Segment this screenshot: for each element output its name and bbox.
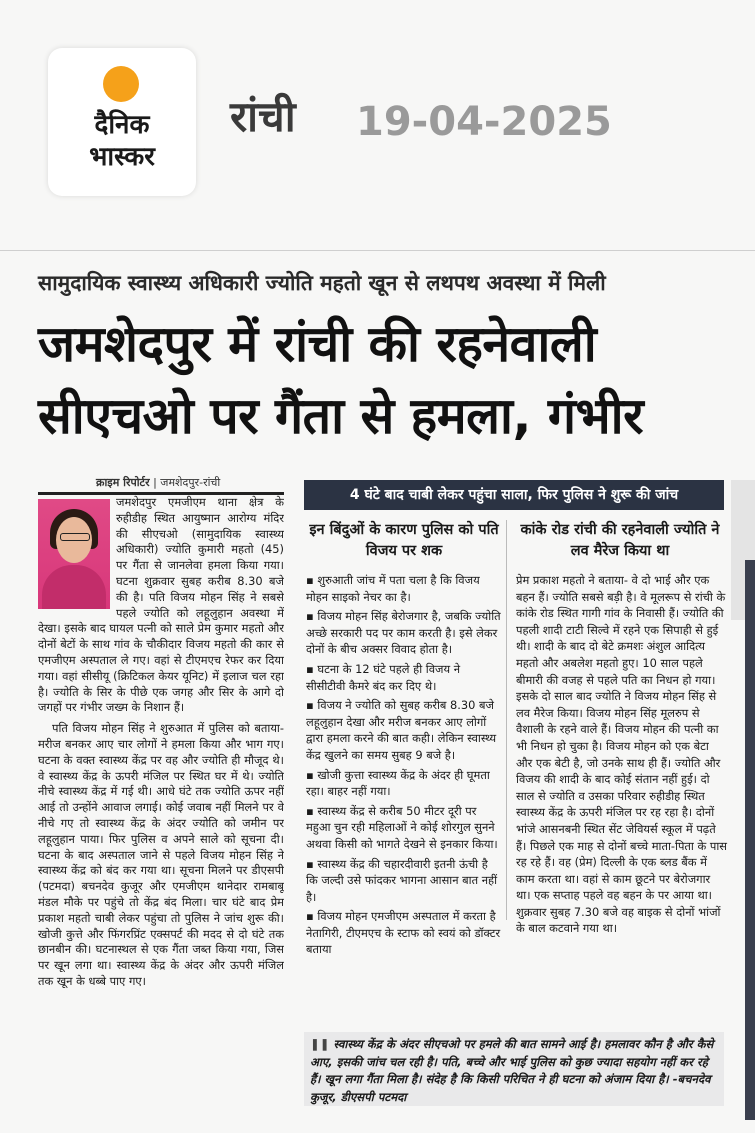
dainik-bhaskar-logo: [48, 48, 196, 196]
header-divider: [0, 250, 755, 251]
middle-point: ▪ विजय ने ज्योति को सुबह करीब 8.30 बजे लहूलुहान देखा और मरीज बनकर आए लोगों द्वारा हमला करने की बात कही। लेकिन स्वास्थ्य केंद्र खुलने का समय सुबह 9 बजे है।: [306, 698, 497, 762]
subhead-banner: 4 घंटे बाद चाबी लेकर पहुंचा साला, फिर पुलिस ने शुरू की जांच: [304, 480, 724, 510]
middle-point: ▪ शुरुआती जांच में पता चला है कि विजय मोहन साइको नेचर का है।: [306, 573, 480, 604]
right-heading: कांके रोड रांची की रहनेवाली ज्योति ने लव मैरेज किया था: [520, 522, 720, 559]
left-paragraph-2: पति विजय मोहन सिंह ने शुरुआत में पुलिस को बताया- मरीज बनकर आए चार लोगों ने हमला किया और भाग गए। घटना के वक्त स्वास्थ्य केंद्र पर वह और ज्योति ही मौजूद थे। वे स्वास्थ्य केंद्र के ऊपरी मंजिल पर स्थित घर में थे। ज्योति नीचे स्वास्थ्य केंद्र में गई थी। आधे घंटे तक ज्योति ऊपर नहीं आई तो उन्होंने आवाज लगाई। कोई जवाब नहीं मिलने पर वे नीचे गए तो स्वास्थ्य केंद्र के अंदर ज्योति को जमीन पर लहूलुहान पाया। फिर पुलिस व अपने साले को सूचना दी। घटना के बाद अस्पताल जाने से पहले विजय मोहन सिंह ने स्वास्थ्य केंद्र को बंद कर गया था। सूचना मिलने पर डीएसपी (पटमदा) बचनदेव कुजूर और एमजीएम थानेदार रामबाबू मंडल मौके पर पहुंचे तो केंद्र बंद मिला। चार घंटे बाद प्रेम प्रकाश महतो चाबी लेकर पहुंचा तो पुलिस ने जांच शुरू की। खोजी कुत्ते और फिंगरप्रिंट एक्सपर्ट की मदद से दो घंटे तक छानबीन की। घटनास्थल से एक गैंता जब्त किया गया, जिस पर खून लगा था। स्वास्थ्य केंद्र के अंदर और ऊपरी मंजिल तक खून के धब्बे पाए गए।: [38, 721, 284, 988]
sun-icon: [103, 66, 139, 102]
left-paragraph-1: [38, 495, 284, 716]
edition-city: रांची: [230, 92, 296, 141]
article-kicker: सामुदायिक स्वास्थ्य अधिकारी ज्योति महतो खून से लथपथ अवस्था में मिली: [38, 271, 606, 295]
middle-point: ▪ स्वास्थ्य केंद्र से करीब 50 मीटर दूरी पर महुआ चुन रही महिलाओं ने कोई शोरगुल सुनने अथवा किसी को भागते देखने से इनकार किया।: [306, 803, 498, 851]
byline-place: जमशेदपुर-रांची: [160, 476, 221, 489]
left-column: [38, 492, 284, 1107]
left-paragraph-1-text: जमशेदपुर एमजीएम थाना क्षेत्र के रुहीडीह स्थित आयुष्मान आरोग्य मंदिर की सीएचओ (सामुदायिक स्वास्थ्य अधिकारी) ज्योति कुमारी महतो (45) पर गैंता से जानलेवा हमला किया गया। घटना शुक्रवार सुबह करीब 8.30 बजे की है। पति विजय मोहन सिंह ने सबसे पहले ज्योति को लहूलुहान अवस्था में देखा। इसके बाद घायल पत्नी को साले प्रेम कुमार महतो और दोनों बेटों के साथ गांव के चौकीदार विजय महतो की कार से एमजीएम अस्पताल ले गए। वहां से टीएमएच रेफर कर दिया गया। वहां सीसीयू (क्रिटिकल केयर यूनिट) में इलाज चल रहा है। ज्योति के सिर के पीछे एक जगह और सिर के आगे दो जगहों पर गंभीर जख्म के निशान हैं।: [38, 495, 284, 715]
middle-point: ▪ घटना के 12 घंटे पहले ही विजय ने सीसीटीवी कैमरे बंद कर दिए थे।: [306, 661, 461, 693]
middle-heading: इन बिंदुओं के कारण पुलिस को पति विजय पर शक: [309, 522, 499, 559]
middle-point: ▪ विजय मोहन सिंह बेरोजगार है, जबकि ज्योति अच्छे सरकारी पद पर काम करती है। इसे लेकर दोनों के बीच अक्सर विवाद होता है।: [306, 609, 501, 657]
right-text: प्रेम प्रकाश महतो ने बताया- वे दो भाई और एक बहन हैं। ज्योति सबसे बड़ी है। वे मूलरूप से रांची के कांके रोड स्थित गागी गांव के निवासी हैं। ज्योति की पहली शादी टाटी सिल्वे में रहने एक सिपाही से हुई थी। शादी के बाद दो बेटे क्रमशः अंशुल आदित्य महतो और अबलेश महतो हुए। 10 साल पहले बीमारी की वजह से पहले पति का निधन हो गया। इसके दो साल बाद ज्योति ने विजय मोहन सिंह से लव मैरेज किया। विजय मोहन सिंह मूलरुप से वैशाली के रहने वाले हैं। विजय मोहन की पत्नी का भी निधन हो चुका है। विजय मोहन को एक बेटा और एक बेटी है, जो उनके साथ ही हैं। ज्योति और विजय की शादी के बाद कोई संतान नहीं हुई। दो साल से ज्योति व उसका परिवार रुहीडीह स्थित स्वास्थ्य केंद्र के ऊपरी मंजिल पर रह रहा है। दोनों भांजे आसनबनी स्थित सेंट जेवियर्स स्कूल में पढ़ते हैं। पिछले एक माह से दोनों बच्चे माता-पिता के पास रह रहे हैं। वह (प्रेम) दिल्ली के एक ब्लड बैंक में काम करता था। वहां से काम छूटने पर बेरोजगार था। एक सप्ताह पहले वह बहन के पर आया था। शुक्रवार सुबह 7.30 बजे वह बाइक से दोनों भांजों के बाल कटवाने गया था।: [516, 573, 727, 936]
middle-point: ▪ स्वास्थ्य केंद्र की चहारदीवारी इतनी ऊंची है कि जल्दी उसे फांदकर भागना आसान बात नहीं है।: [306, 856, 498, 904]
article-headline: जमशेदपुर में रांची की रहनेवाली सीएचओ पर गैंता से हमला, गंभीर: [38, 315, 644, 445]
victim-photo: [38, 499, 110, 609]
column-divider: [506, 520, 507, 920]
right-column: [516, 572, 728, 1028]
middle-column: [306, 572, 502, 1028]
byline-label: क्राइम रिपोर्टर: [96, 476, 150, 489]
logo-line-1: दैनिक: [94, 110, 150, 140]
dsp-quote-box: [304, 1032, 724, 1106]
middle-point: ▪ खोजी कुत्ता स्वास्थ्य केंद्र के अंदर ही घूमता रहा। बाहर नहीं गया।: [306, 767, 490, 799]
adjacent-page-strip: [745, 560, 755, 1120]
quote-mark-icon: ❚❚: [310, 1037, 330, 1051]
logo-line-2: भास्कर: [89, 142, 155, 172]
edition-date: 19-04-2025: [356, 99, 612, 145]
middle-point: ▪ विजय मोहन एमजीएम अस्पताल में करता है नेतागिरी, टीएमएच के स्टाफ को स्वयं को डॉक्टर बताया: [306, 909, 501, 957]
dsp-quote: स्वास्थ्य केंद्र के अंदर सीएचओ पर हमले की बात सामने आई है। हमलावर कौन है और कैसे आए, इसकी जांच चल रही है। पति, बच्चे और भाई पुलिस को कुछ ज्यादा सहयोग नहीं कर रहे हैं। खून लगा गैंता मिला है। संदेह है कि किसी परिचित ने ही घटना को अंजाम दिया है। -बचनदेव कुजूर, डीएसपी पटमदा: [310, 1037, 714, 1104]
byline: क्राइम रिपोर्टर | जमशेदपुर-रांची: [96, 476, 221, 489]
